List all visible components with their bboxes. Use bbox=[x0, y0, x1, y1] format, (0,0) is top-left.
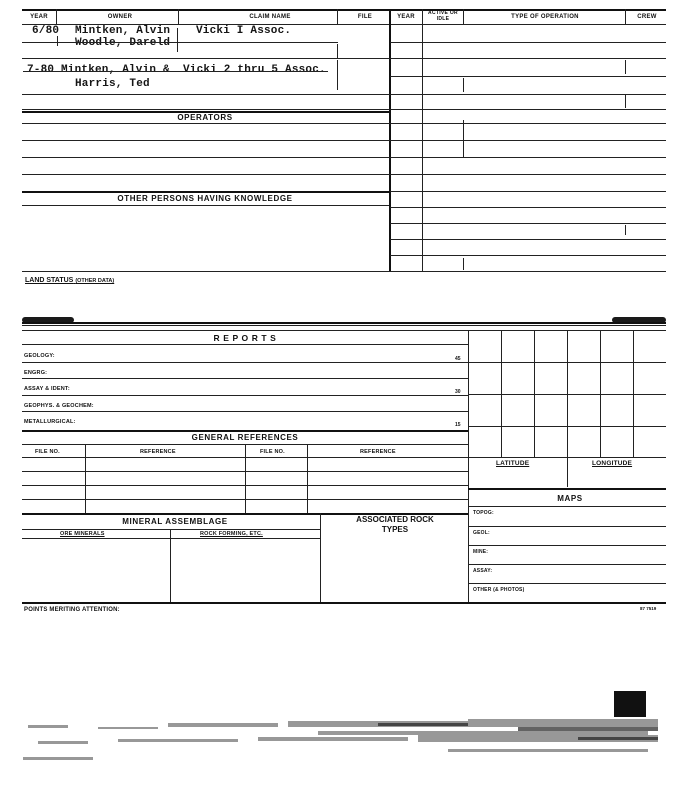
col-claim-name: CLAIM NAME bbox=[249, 14, 291, 20]
col-owner: OWNER bbox=[107, 14, 133, 20]
owner-row-2-owner: Woodle, Dareld bbox=[75, 37, 171, 49]
points-meriting-attention: POINTS MERITING ATTENTION: bbox=[24, 607, 120, 613]
col-active-idle: ACTIVE OR IDLE bbox=[428, 10, 458, 22]
scan-noise bbox=[18, 715, 668, 775]
ref-col-file-no: FILE NO. bbox=[35, 449, 60, 455]
rock-forming-label: ROCK FORMING, ETC. bbox=[200, 531, 263, 537]
latitude-label: LATITUDE bbox=[496, 460, 530, 467]
col-year-2: YEAR bbox=[397, 14, 415, 20]
report-geophys: GEOPHYS. & GEOCHEM: bbox=[24, 403, 94, 409]
map-mine: MINE: bbox=[473, 549, 489, 555]
form-number: 87 7519 bbox=[640, 606, 657, 611]
report-assay: ASSAY & IDENT: bbox=[24, 386, 70, 392]
col-type-of-operation: TYPE OF OPERATION bbox=[511, 14, 579, 20]
map-geol: GEOL: bbox=[473, 530, 490, 536]
operators-heading: OPERATORS bbox=[177, 113, 233, 122]
owner-row-3-year: 7-80 bbox=[27, 64, 55, 76]
map-other-photos: OTHER (& PHOTOS) bbox=[473, 587, 525, 593]
owner-row-3-claim: Vicki 2 thru 5 Assoc. bbox=[183, 64, 326, 76]
other-persons-heading: OTHER PERSONS HAVING KNOWLEDGE bbox=[117, 194, 293, 203]
associated-rock-types-heading: ASSOCIATED ROCK TYPES bbox=[356, 515, 434, 534]
col-year: YEAR bbox=[30, 14, 48, 20]
reports-heading: R E P O R T S bbox=[213, 333, 277, 343]
report-geology: GEOLOGY: bbox=[24, 353, 55, 359]
mineral-assemblage-heading: MINERAL ASSEMBLAGE bbox=[122, 517, 228, 526]
ore-minerals-label: ORE MINERALS bbox=[60, 531, 105, 537]
ref-col-file-no-2: FILE NO. bbox=[260, 449, 285, 455]
map-topog: TOPOG: bbox=[473, 510, 494, 516]
ref-col-reference: REFERENCE bbox=[140, 449, 176, 455]
land-status-label: LAND STATUS (OTHER DATA) bbox=[25, 277, 115, 284]
owner-row-1-claim: Vicki I Assoc. bbox=[196, 25, 292, 37]
map-assay: ASSAY: bbox=[473, 568, 493, 574]
black-square bbox=[614, 691, 646, 717]
general-references-heading: GENERAL REFERENCES bbox=[191, 433, 299, 442]
owner-row-1-owner: Mintken, Alvin bbox=[75, 25, 171, 37]
owner-row-3-owner: Mintken, Alvin & bbox=[61, 64, 170, 76]
owner-row-4-owner: Harris, Ted bbox=[75, 78, 150, 90]
col-file: FILE bbox=[357, 14, 373, 20]
col-crew: CREW bbox=[637, 14, 657, 20]
report-engrg: ENGRG: bbox=[24, 370, 48, 376]
maps-heading: MAPS bbox=[557, 494, 583, 503]
longitude-label: LONGITUDE bbox=[592, 460, 633, 467]
report-metallurgical: METALLURGICAL: bbox=[24, 419, 76, 425]
ref-col-reference-2: REFERENCE bbox=[360, 449, 396, 455]
owner-row-1-year: 6/80 bbox=[32, 25, 60, 37]
